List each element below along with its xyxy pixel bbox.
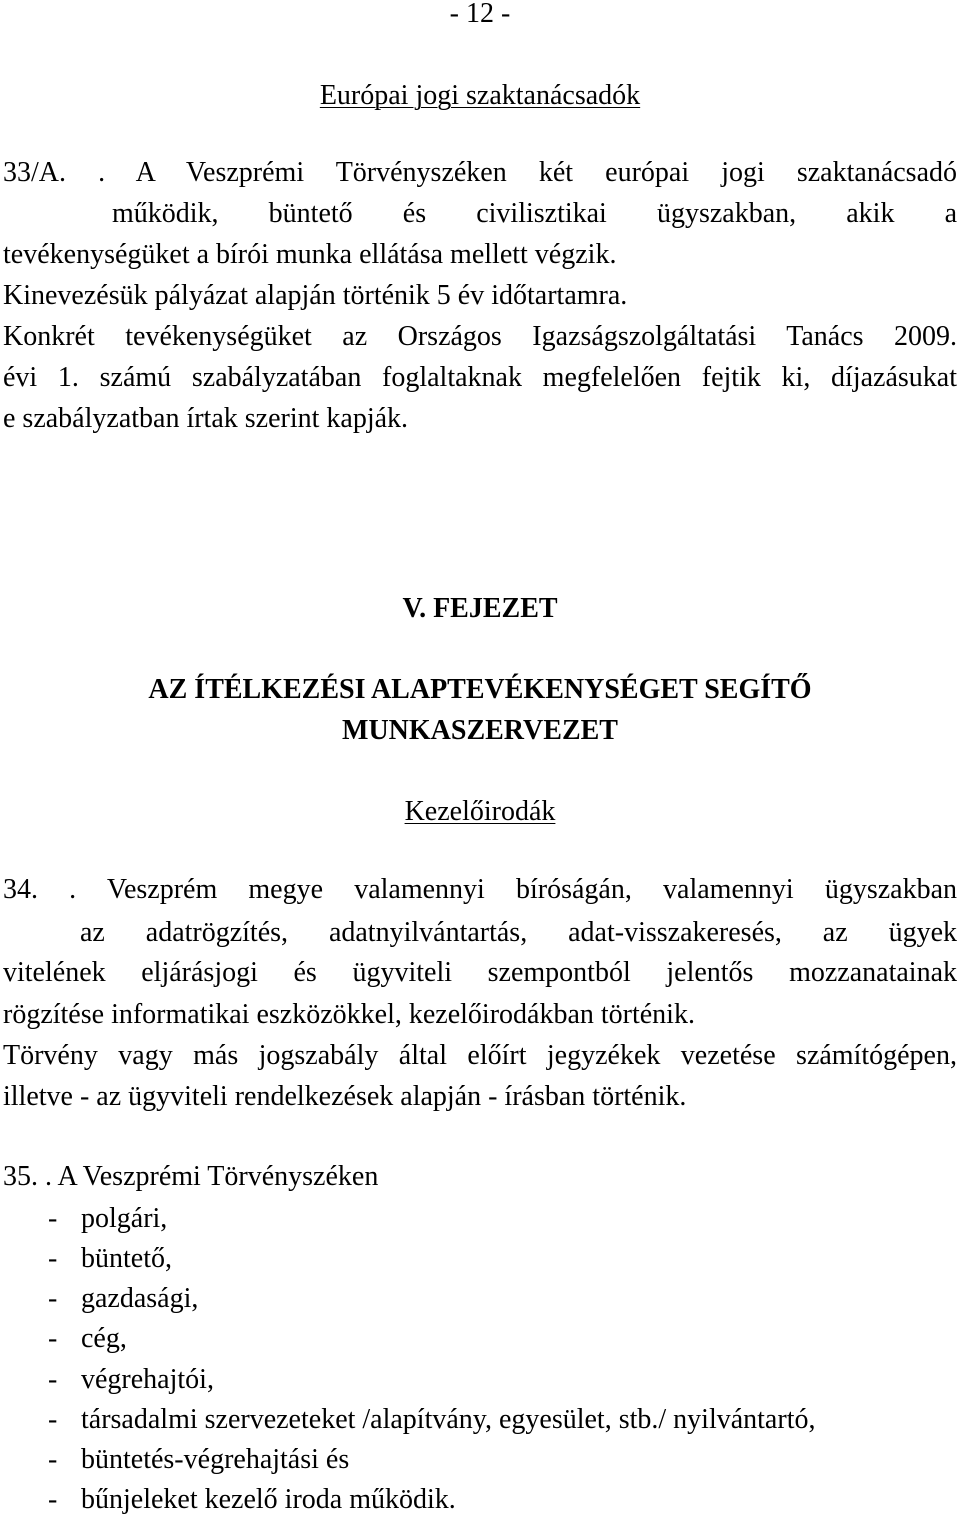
paragraph-33a-line: 33/A. . A Veszprémi Törvényszéken két európai jogi szaktanácsadó bbox=[3, 157, 957, 188]
paragraph-33a-line: Kinevezésük pályázat alapján történik 5 év időtartamra. bbox=[3, 280, 628, 311]
chapter-number: V. FEJEZET bbox=[402, 593, 558, 624]
list-item bbox=[48, 1440, 349, 1480]
paragraph-33a-line: e szabályzatban írtak szerint kapják. bbox=[3, 403, 409, 434]
list-item bbox=[48, 1360, 214, 1400]
list-item-text: végrehajtói, bbox=[81, 1364, 214, 1395]
chapter-title-line1: AZ ÍTÉLKEZÉSI ALAPTEVÉKENYSÉGET SEGÍTŐ bbox=[148, 674, 812, 705]
list-item-text: cég, bbox=[81, 1323, 127, 1354]
list-dash: - bbox=[48, 1203, 58, 1234]
chapter-title-line2: MUNKASZERVEZET bbox=[342, 715, 618, 746]
list-item-text: büntető, bbox=[81, 1243, 172, 1274]
list-item-text: társadalmi szervezeteket /alapítvány, egyesület, stb./ nyilvántartó, bbox=[81, 1404, 816, 1435]
paragraph-33a-line: Konkrét tevékenységüket az Országos Igazságszolgáltatási Tanács 2009. bbox=[3, 321, 957, 352]
list-item-text: polgári, bbox=[81, 1203, 168, 1234]
paragraph-34-line: illetve - az ügyviteli rendelkezések alapján - írásban történik. bbox=[3, 1081, 687, 1112]
list-dash: - bbox=[48, 1364, 58, 1395]
list-item bbox=[48, 1199, 167, 1239]
paragraph-34-line: rögzítése informatikai eszközökkel, kezelőirodákban történik. bbox=[3, 999, 695, 1030]
paragraph-34-line: Törvény vagy más jogszabály által előírt jegyzékek vezetése számítógépen, bbox=[3, 1040, 957, 1071]
paragraph-33a-line: működik, büntető és civilisztikai ügyszakban, akik a bbox=[112, 198, 957, 229]
paragraph-34-line: 34. . Veszprém megye valamennyi bíróságán, valamennyi ügyszakban bbox=[3, 874, 957, 905]
list-item bbox=[48, 1400, 815, 1440]
list-dash: - bbox=[48, 1323, 58, 1354]
list-item bbox=[48, 1480, 456, 1520]
paragraph-34-line: az adatrögzítés, adatnyilvántartás, adat-visszakeresés, az ügyek bbox=[80, 917, 957, 948]
list-dash: - bbox=[48, 1283, 58, 1314]
list-item bbox=[48, 1319, 127, 1359]
list-item-text: bűnjeleket kezelő iroda működik. bbox=[81, 1484, 456, 1515]
page-number: - 12 - bbox=[449, 0, 511, 29]
list-item-text: büntetés-végrehajtási és bbox=[81, 1444, 350, 1475]
list-item bbox=[48, 1279, 198, 1319]
paragraph-33a-line: tevékenységüket a bírói munka ellátása mellett végzik. bbox=[3, 239, 617, 270]
list-dash: - bbox=[48, 1404, 58, 1435]
paragraph-35-intro: 35. . A Veszprémi Törvényszéken bbox=[3, 1161, 379, 1192]
list-dash: - bbox=[48, 1243, 58, 1274]
list-dash: - bbox=[48, 1484, 58, 1515]
list-item bbox=[48, 1239, 172, 1279]
section-heading-kezeloirodak: Kezelőirodák bbox=[404, 796, 556, 827]
section-heading-europai: Európai jogi szaktanácsadók bbox=[319, 80, 641, 111]
list-dash: - bbox=[48, 1444, 58, 1475]
paragraph-34-line: vitelének eljárásjogi és ügyviteli szempontból jelentős mozzanatainak bbox=[3, 957, 957, 988]
paragraph-33a-line: évi 1. számú szabályzatában foglaltaknak megfelelően fejtik ki, díjazásukat bbox=[3, 362, 957, 393]
list-item-text: gazdasági, bbox=[81, 1283, 199, 1314]
